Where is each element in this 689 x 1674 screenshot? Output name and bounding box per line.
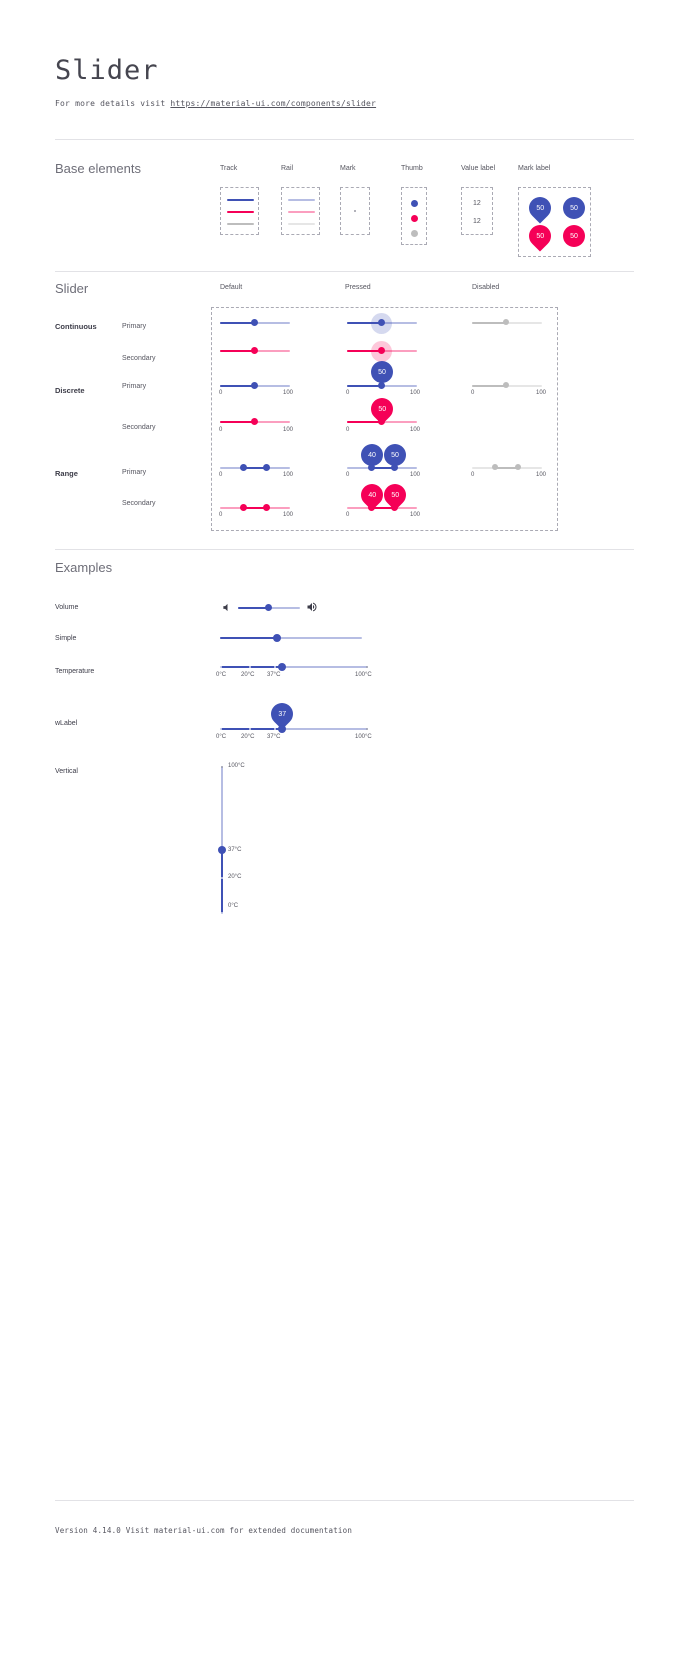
mark-label-0c: 0°C — [216, 672, 227, 678]
col-header-disabled: Disabled — [472, 284, 500, 291]
row-sub-range-secondary: Secondary — [122, 500, 156, 507]
mark-label-primary-round — [563, 197, 585, 219]
scale-max: 100 — [283, 472, 294, 478]
track — [220, 666, 282, 668]
mark-dot — [354, 210, 356, 212]
thumb-low[interactable] — [240, 504, 247, 511]
value-label-sample-box — [461, 187, 493, 235]
row-sub-range-primary: Primary — [122, 469, 147, 476]
mark-label-100c: 100°C — [355, 734, 372, 740]
thumb-high[interactable] — [391, 464, 398, 471]
thumb-high — [515, 464, 521, 470]
divider-slider — [55, 549, 634, 550]
example-label-vertical: Vertical — [55, 768, 78, 775]
scale-min: 0 — [219, 472, 223, 478]
thumb-low — [492, 464, 498, 470]
track — [347, 421, 382, 423]
mark-0 — [221, 912, 223, 914]
row-label-range: Range — [55, 469, 78, 478]
col-header-rail: Rail — [281, 165, 294, 172]
mark-label-value-1: 50 — [536, 204, 544, 212]
mark-sample-box — [340, 187, 370, 235]
mark-label-secondary-round — [563, 225, 585, 247]
scale-max: 100 — [283, 512, 294, 518]
mark-label-primary-teardrop — [524, 192, 555, 223]
volume-high-icon[interactable] — [306, 601, 318, 613]
row-label-continuous: Continuous — [55, 322, 97, 331]
mark-label-37c: 37°C — [228, 847, 242, 853]
thumb-low[interactable] — [368, 504, 375, 511]
divider-base-elements — [55, 271, 634, 272]
thumb[interactable] — [378, 418, 385, 425]
mark-37 — [274, 666, 276, 668]
mark-label-0c: 0°C — [216, 734, 227, 740]
value-label — [371, 361, 393, 383]
row-sub-continuous-secondary: Secondary — [122, 355, 156, 362]
value-label-low — [361, 444, 383, 466]
track-primary — [227, 199, 254, 201]
thumb-secondary[interactable] — [411, 215, 418, 222]
mark-label-37c: 37°C — [267, 672, 281, 678]
track — [220, 637, 277, 639]
track-sample-box — [220, 187, 259, 235]
track — [220, 421, 255, 423]
row-label-discrete: Discrete — [55, 386, 85, 395]
example-label-volume: Volume — [55, 604, 79, 611]
section-title-slider: Slider — [55, 281, 89, 296]
thumb[interactable] — [378, 382, 385, 389]
mark-label-37c: 37°C — [267, 734, 281, 740]
scale-min: 0 — [346, 427, 350, 433]
mark-label-secondary-teardrop — [524, 220, 555, 251]
scale-max: 100 — [283, 427, 294, 433]
mark-20 — [221, 877, 223, 879]
mark-label-value-2: 50 — [570, 204, 578, 212]
col-header-mark: Mark — [340, 165, 356, 172]
track-secondary — [227, 211, 254, 213]
col-header-value-label: Value label — [461, 165, 496, 172]
thumb-low[interactable] — [368, 464, 375, 471]
track — [220, 728, 282, 730]
scale-min: 0 — [219, 390, 223, 396]
footer-text: Version 4.14.0 Visit material-ui.com for extended documentation — [55, 1526, 353, 1535]
mark-0 — [220, 728, 222, 730]
mark-0 — [220, 666, 222, 668]
mark-label-value-4: 50 — [570, 232, 578, 240]
thumb-primary[interactable] — [411, 200, 418, 207]
mark-label-100c: 100°C — [228, 763, 245, 769]
scale-min: 0 — [346, 472, 350, 478]
thumb[interactable] — [251, 418, 258, 425]
value-label-high-text: 50 — [391, 451, 399, 459]
thumb[interactable] — [251, 347, 258, 354]
scale-max: 100 — [410, 390, 421, 396]
track — [347, 385, 382, 387]
row-sub-discrete-secondary: Secondary — [122, 424, 156, 431]
mark-label-20c: 20°C — [241, 734, 255, 740]
thumb[interactable] — [278, 725, 286, 733]
scale-min: 0 — [346, 512, 350, 518]
value-label-text: 37 — [278, 710, 286, 718]
mark-label-20c: 20°C — [241, 672, 255, 678]
page-title: Slider — [55, 55, 159, 86]
thumb-disabled — [411, 230, 418, 237]
mark-20 — [249, 728, 251, 730]
thumb-high[interactable] — [263, 464, 270, 471]
scale-max: 100 — [410, 427, 421, 433]
docs-link[interactable]: https://material-ui.com/components/slider — [170, 99, 377, 108]
row-sub-discrete-primary: Primary — [122, 383, 147, 390]
mark-label-value-3: 50 — [536, 232, 544, 240]
rail-disabled — [288, 223, 315, 225]
mark-20 — [249, 666, 251, 668]
track — [472, 322, 507, 324]
thumb-high[interactable] — [263, 504, 270, 511]
thumb-high[interactable] — [391, 504, 398, 511]
thumb[interactable] — [265, 604, 272, 611]
mark-label-100c: 100°C — [355, 672, 372, 678]
mark-37 — [274, 728, 276, 730]
thumb-low[interactable] — [240, 464, 247, 471]
scale-min: 0 — [346, 390, 350, 396]
value-label-low-text: 40 — [368, 491, 376, 499]
thumb[interactable] — [251, 319, 258, 326]
scale-min: 0 — [219, 427, 223, 433]
thumb[interactable] — [218, 846, 226, 854]
value-label-text: 50 — [378, 405, 386, 413]
row-sub-continuous-primary: Primary — [122, 323, 147, 330]
rail-secondary — [288, 211, 315, 213]
volume-low-icon[interactable] — [222, 602, 233, 613]
mark-100 — [366, 666, 368, 668]
scale-max: 100 — [536, 472, 547, 478]
mark-label-sample-box — [518, 187, 591, 257]
track — [220, 322, 255, 324]
divider-top — [55, 139, 634, 140]
subtitle-prefix: For more details visit — [55, 99, 171, 108]
page-subtitle — [55, 99, 376, 108]
track-disabled — [227, 223, 254, 225]
track — [472, 385, 507, 387]
scale-max: 100 — [410, 512, 421, 518]
thumb[interactable] — [378, 319, 385, 326]
value-label-1: 12 — [473, 200, 481, 207]
thumb — [503, 319, 509, 325]
mark-100 — [221, 766, 223, 768]
track — [220, 385, 255, 387]
value-label-low-text: 40 — [368, 451, 376, 459]
col-header-thumb: Thumb — [401, 165, 423, 172]
col-header-default: Default — [220, 284, 243, 291]
scale-max: 100 — [536, 390, 547, 396]
mark-label-0c: 0°C — [228, 903, 239, 909]
value-label-2: 12 — [473, 218, 481, 225]
mark-label-20c: 20°C — [228, 874, 242, 880]
scale-min: 0 — [471, 390, 475, 396]
thumb[interactable] — [278, 663, 286, 671]
rail-sample-box — [281, 187, 320, 235]
thumb — [503, 382, 509, 388]
example-label-temperature: Temperature — [55, 668, 95, 675]
section-title-base-elements: Base elements — [55, 161, 141, 176]
thumb[interactable] — [273, 634, 281, 642]
thumb[interactable] — [251, 382, 258, 389]
scale-max: 100 — [283, 390, 294, 396]
col-header-track: Track — [220, 165, 238, 172]
track — [221, 850, 223, 914]
example-label-wlabel: wLabel — [55, 720, 78, 727]
mark-100 — [366, 728, 368, 730]
col-header-mark-label: Mark label — [518, 165, 551, 172]
scale-min: 0 — [471, 472, 475, 478]
divider-footer — [55, 1500, 634, 1501]
thumb[interactable] — [378, 347, 385, 354]
thumb-sample-box — [401, 187, 427, 245]
rail-primary — [288, 199, 315, 201]
col-header-pressed: Pressed — [345, 284, 371, 291]
track — [220, 350, 255, 352]
value-label-high-text: 50 — [391, 491, 399, 499]
section-title-examples: Examples — [55, 560, 113, 575]
value-label-text: 50 — [378, 368, 386, 376]
scale-max: 100 — [410, 472, 421, 478]
example-label-simple: Simple — [55, 635, 77, 642]
scale-min: 0 — [219, 512, 223, 518]
value-label-high — [384, 444, 406, 466]
